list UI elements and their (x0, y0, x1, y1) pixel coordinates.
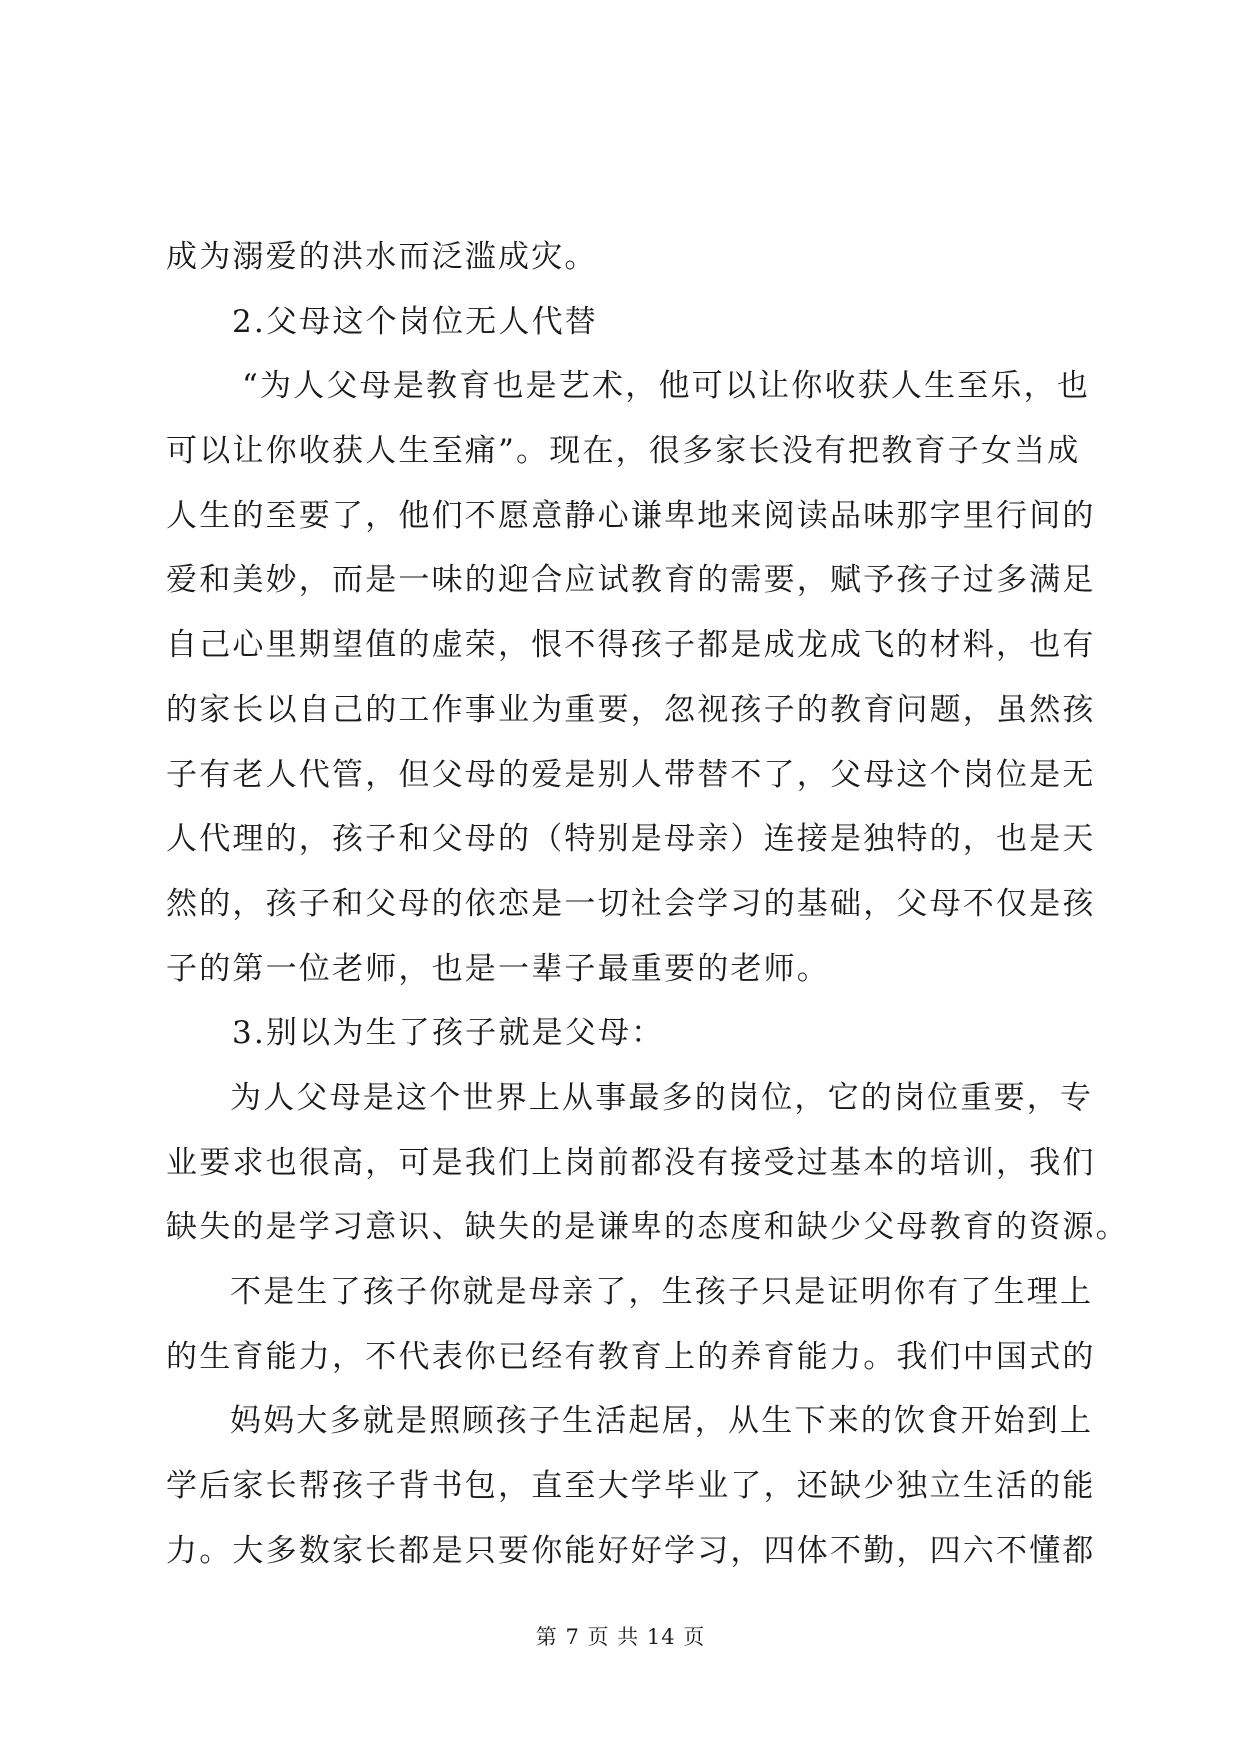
text-line: 业要求也很高，可是我们上岗前都没有接受过基本的培训，我们 (166, 1144, 1096, 1181)
section-heading: 3.别以为生了孩子就是父母： (232, 1015, 665, 1052)
text-line: 然的，孩子和父母的依恋是一切社会学习的基础，父母不仅是孩 (166, 885, 1096, 922)
text-line: 人生的至要了，他们不愿意静心谦卑地来阅读品味那字里行间的 (166, 497, 1096, 534)
text-line: 学后家长帮孩子背书包，直至大学毕业了，还缺少独立生活的能 (166, 1468, 1096, 1505)
text-line: 自己心里期望值的虚荣，恨不得孩子都是成龙成飞的材料，也有 (166, 627, 1096, 664)
text-line: 子有老人代管，但父母的爱是别人带替不了，父母这个岗位是无 (166, 756, 1096, 793)
text-line: 子的第一位老师，也是一辈子最重要的老师。 (166, 950, 830, 987)
text-line: 人代理的，孩子和父母的（特别是母亲）连接是独特的，也是天 (166, 821, 1096, 858)
text-line: 缺失的是学习意识、缺失的是谦卑的态度和缺少父母教育的资源。 (166, 1209, 1129, 1246)
text-line: 爱和美妙，而是一味的迎合应试教育的需要，赋予孩子过多满足 (166, 562, 1096, 599)
text-line: 妈妈大多就是照顾孩子生活起居，从生下来的饮食开始到上 (230, 1403, 1094, 1440)
page-footer: 第 7 页 共 14 页 (535, 1625, 706, 1649)
text-line: 的生育能力，不代表你已经有教育上的养育能力。我们中国式的 (166, 1338, 1096, 1375)
document-body (166, 225, 1129, 1583)
section-heading: 2.父母这个岗位无人代替 (232, 303, 598, 340)
text-line: 力。大多数家长都是只要你能好好学习，四体不勤，四六不懂都 (166, 1532, 1096, 1569)
text-line: “为人父母是教育也是艺术，他可以让你收获人生至乐，也 (242, 368, 1091, 405)
text-line: 可以让你收获人生至痛”。现在，很多家长没有把教育子女当成 (166, 433, 1081, 470)
text-line: 的家长以自己的工作事业为重要，忽视孩子的教育问题，虽然孩 (166, 691, 1096, 728)
text-line: 成为溺爱的洪水而泛滥成灾。 (166, 239, 598, 275)
text-line: 为人父母是这个世界上从事最多的岗位，它的岗位重要，专 (230, 1079, 1094, 1116)
text-line: 不是生了孩子你就是母亲了，生孩子只是证明你有了生理上 (230, 1274, 1094, 1310)
